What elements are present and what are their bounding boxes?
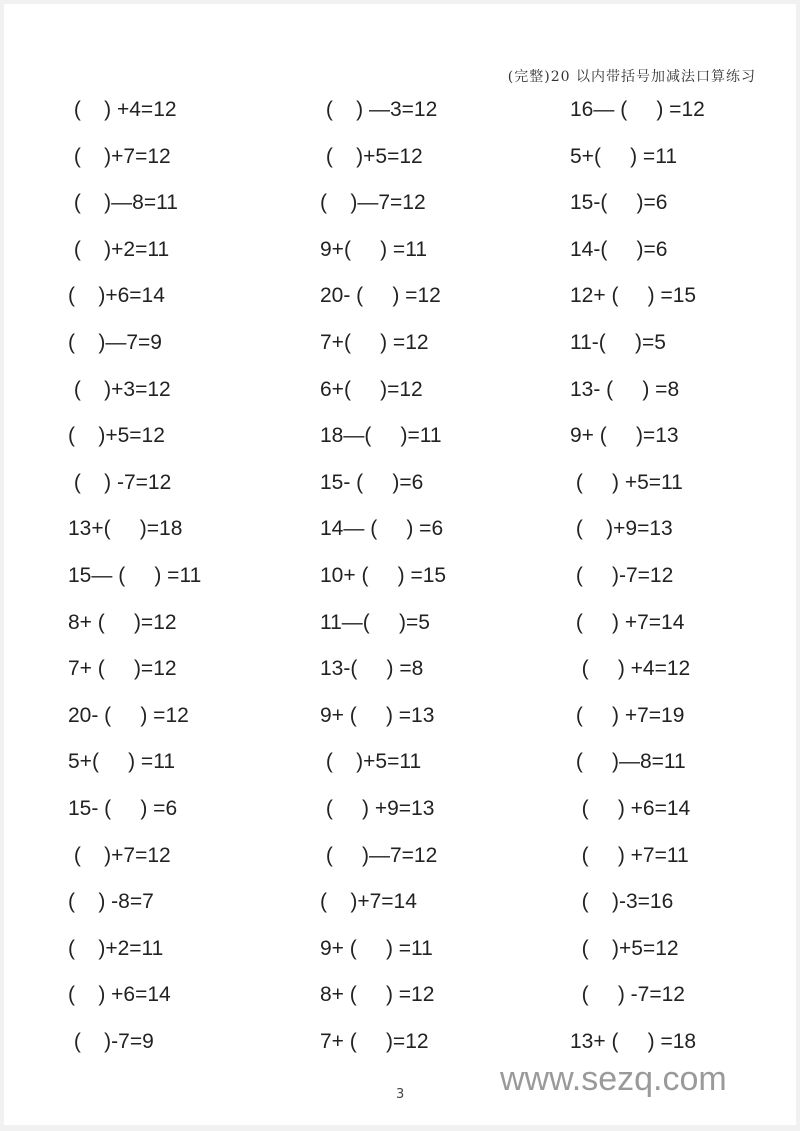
exercise-problem: 16— ( ) =12 xyxy=(570,98,705,121)
exercise-problem: 9+ ( ) =13 xyxy=(320,703,435,727)
exercise-problem: 20- ( ) =12 xyxy=(68,703,189,727)
exercise-problem: ( ) +6=14 xyxy=(570,796,691,820)
exercise-problem: ( )-3=16 xyxy=(570,890,674,914)
exercise-problem: 15— ( ) =11 xyxy=(68,563,202,587)
exercise-row xyxy=(4,937,796,984)
exercise-problem: 11-( )=5 xyxy=(570,330,666,354)
exercise-row xyxy=(4,378,796,425)
exercise-row xyxy=(4,844,796,891)
exercise-problem: ( ) +7=11 xyxy=(570,843,689,867)
exercise-problem: ( ) -7=12 xyxy=(68,470,172,494)
exercise-row xyxy=(4,331,796,378)
exercise-problem: ( ) +7=14 xyxy=(570,610,685,634)
exercise-row xyxy=(4,191,796,238)
exercise-problem: ( )+7=14 xyxy=(320,890,417,914)
exercise-row xyxy=(4,704,796,751)
exercise-row xyxy=(4,424,796,471)
page-header-title: (完整)20 以内带括号加减法口算练习 xyxy=(507,69,756,85)
exercise-problem: ( ) +9=13 xyxy=(320,796,435,820)
watermark: www.sezq.com xyxy=(500,1060,727,1098)
exercise-problem: ( )—7=9 xyxy=(68,330,162,354)
exercise-problem: ( ) +7=19 xyxy=(570,703,685,727)
exercise-problem: 20- ( ) =12 xyxy=(320,284,441,308)
exercise-row xyxy=(4,98,796,145)
exercise-problem: 15- ( ) =6 xyxy=(68,796,178,820)
exercise-problem: 9+ ( ) =11 xyxy=(320,936,433,960)
exercise-problem: ( )—7=12 xyxy=(320,843,438,867)
exercise-problem: ( )+3=12 xyxy=(68,377,171,401)
worksheet-page xyxy=(4,4,796,1125)
exercise-problem: 6+( )=12 xyxy=(320,377,423,401)
exercise-problem: ( )+2=11 xyxy=(68,237,170,261)
exercise-problem: ( )+5=12 xyxy=(320,144,423,168)
exercise-row xyxy=(4,750,796,797)
exercise-problem: ( )+5=12 xyxy=(68,424,165,448)
exercise-problem: 9+ ( )=13 xyxy=(570,424,679,448)
exercise-problem: ( )+5=11 xyxy=(320,750,422,774)
exercise-problem: ( )+7=12 xyxy=(68,144,171,168)
exercise-row xyxy=(4,145,796,192)
exercise-problem: 14-( )=6 xyxy=(570,237,668,261)
exercise-grid xyxy=(4,98,796,1076)
exercise-row xyxy=(4,797,796,844)
exercise-problem: ( ) —3=12 xyxy=(320,98,438,121)
exercise-problem: ( )—8=11 xyxy=(570,750,686,774)
exercise-row xyxy=(4,657,796,704)
exercise-problem: ( )+5=12 xyxy=(570,936,679,960)
exercise-problem: ( ) -7=12 xyxy=(570,983,685,1007)
exercise-problem: ( )-7=12 xyxy=(570,563,674,587)
exercise-problem: 13+ ( ) =18 xyxy=(570,1029,697,1053)
exercise-problem: 7+ ( )=12 xyxy=(68,657,177,681)
exercise-row xyxy=(4,564,796,611)
exercise-problem: 5+( ) =11 xyxy=(570,144,677,168)
exercise-problem: ( )+9=13 xyxy=(570,517,673,541)
exercise-problem: ( ) +4=12 xyxy=(570,657,691,681)
exercise-problem: ( )+6=14 xyxy=(68,284,165,308)
exercise-problem: ( )-7=9 xyxy=(68,1029,154,1053)
exercise-problem: 18—( )=11 xyxy=(320,424,442,448)
exercise-problem: 15- ( )=6 xyxy=(320,470,424,494)
exercise-problem: 13-( ) =8 xyxy=(320,657,424,681)
exercise-problem: ( )—7=12 xyxy=(320,191,426,215)
exercise-problem: 15-( )=6 xyxy=(570,191,668,215)
exercise-problem: ( )+7=12 xyxy=(68,843,171,867)
exercise-problem: ( )—8=11 xyxy=(68,191,178,215)
exercise-problem: ( ) +5=11 xyxy=(570,470,683,494)
exercise-row xyxy=(4,611,796,658)
exercise-row xyxy=(4,983,796,1030)
exercise-problem: 14— ( ) =6 xyxy=(320,517,444,541)
exercise-problem: 5+( ) =11 xyxy=(68,750,175,774)
exercise-problem: 7+ ( )=12 xyxy=(320,1029,429,1053)
exercise-problem: 11—( )=5 xyxy=(320,610,430,634)
exercise-problem: ( )+2=11 xyxy=(68,936,164,960)
exercise-problem: ( ) +4=12 xyxy=(68,98,177,121)
exercise-problem: 10+ ( ) =15 xyxy=(320,563,447,587)
exercise-problem: 9+( ) =11 xyxy=(320,237,427,261)
exercise-problem: 8+ ( ) =12 xyxy=(320,983,435,1007)
exercise-problem: 7+( ) =12 xyxy=(320,330,429,354)
exercise-row xyxy=(4,471,796,518)
exercise-row xyxy=(4,238,796,285)
exercise-row xyxy=(4,517,796,564)
exercise-problem: 12+ ( ) =15 xyxy=(570,284,697,308)
exercise-row xyxy=(4,284,796,331)
exercise-problem: ( ) +6=14 xyxy=(68,983,171,1007)
exercise-row xyxy=(4,890,796,937)
exercise-problem: 13- ( ) =8 xyxy=(570,377,680,401)
exercise-problem: 13+( )=18 xyxy=(68,517,183,541)
page-number: 3 xyxy=(396,1087,405,1102)
exercise-problem: 8+ ( )=12 xyxy=(68,610,177,634)
exercise-problem: ( ) -8=7 xyxy=(68,890,154,914)
